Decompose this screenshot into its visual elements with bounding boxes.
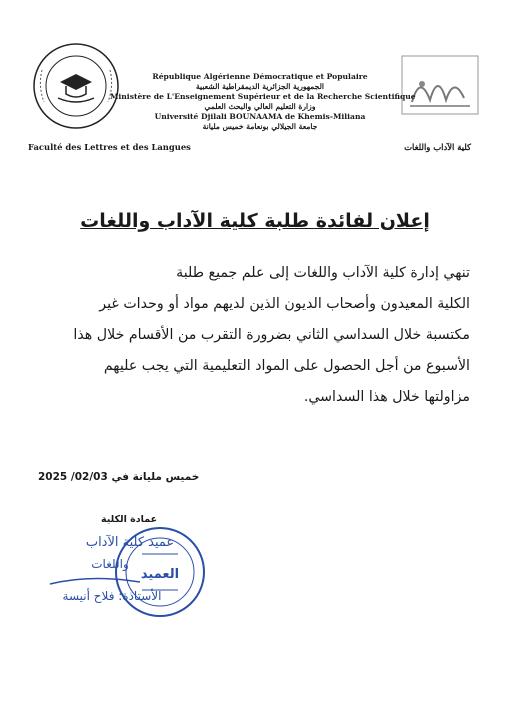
dean-stamp-signature <box>30 524 220 624</box>
header-line-ar-3: جامعة الجيلالي بونعامة خميس مليانة <box>202 122 318 131</box>
stamp-label: العميد <box>140 567 180 582</box>
body-line-1: تنهي إدارة كلية الآداب واللغات إلى علم جميع طلبة <box>176 265 470 281</box>
body-line-4: الأسبوع من أجل الحصول على المواد التعليمية التي يجب عليهم <box>103 358 470 374</box>
issue-date: خميس مليانة في 02/03/ 2025 <box>38 471 200 483</box>
stamp-title-line: عميد كلية الآداب <box>85 535 175 550</box>
faculty-name-ar: كلية الآداب واللغات <box>404 142 471 152</box>
announcement-title: إعلان لفائدة طلبة كلية الآداب واللغات <box>80 210 430 232</box>
faculty-logo <box>30 40 122 132</box>
stamp-name-line: الأستاذة: فلاح أنيسة <box>62 589 162 603</box>
announcement-body <box>40 258 470 413</box>
body-line-3: مكتسبة خلال السداسي الثاني بضرورة التقرب من الأقسام خلال هذا <box>73 327 470 343</box>
deanship-label: عمادة الكلية <box>101 514 158 525</box>
header-line-ar-2: وزارة التعليم العالي والبحث العلمي <box>204 102 316 111</box>
body-line-5: مزاولتها خلال هذا السداسي. <box>303 389 470 405</box>
header-line-ar-1: الجمهورية الجزائرية الديمقراطية الشعبية <box>195 82 324 91</box>
official-header <box>110 72 416 132</box>
faculty-name-fr: Faculté des Lettres et des Langues <box>28 142 191 152</box>
university-logo <box>400 54 480 116</box>
header-line-fr-2: Ministère de L'Enseignement Supérieur et de la Recherche Scientifique <box>110 92 416 101</box>
header-line-fr-1: République Algérienne Démocratique et Populaire <box>152 72 368 81</box>
stamp-subtitle-line: واللغات <box>91 557 129 571</box>
header-line-fr-3: Université Djilali BOUNAAMA de Khemis-Miliana <box>154 112 366 121</box>
body-line-2: الكلية المعيدون وأصحاب الديون الذين لديهم مواد أو وحدات غير <box>99 296 470 312</box>
